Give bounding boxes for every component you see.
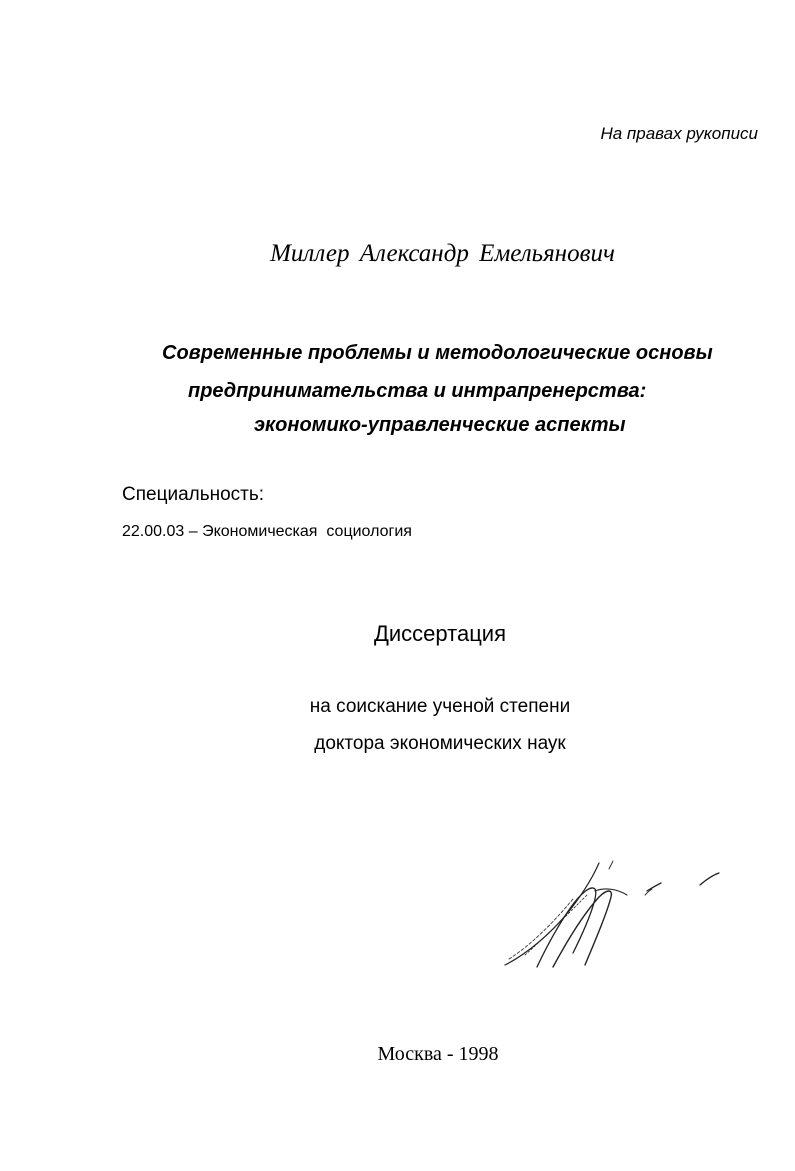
work-type: Диссертация	[373, 621, 507, 646]
title-line-3: экономико-управленческие аспекты	[254, 414, 626, 436]
specialty-label: Специальность:	[122, 484, 265, 505]
degree-line-1: на соискание ученой степени	[309, 696, 571, 717]
degree-line-2: доктора экономических наук	[314, 733, 566, 754]
author-name: Миллер Александр Емельянович	[270, 240, 615, 267]
handwritten-signature-icon	[495, 855, 725, 980]
title-line-2: предпринимательства и интрапренерства:	[188, 380, 647, 402]
rights-note: На правах рукописи	[600, 124, 758, 143]
specialty-value: 22.00.03 – Экономическая социология	[122, 523, 412, 540]
city-year: Москва - 1998	[377, 1043, 499, 1065]
title-line-1: Современные проблемы и методологические основы	[162, 342, 713, 364]
